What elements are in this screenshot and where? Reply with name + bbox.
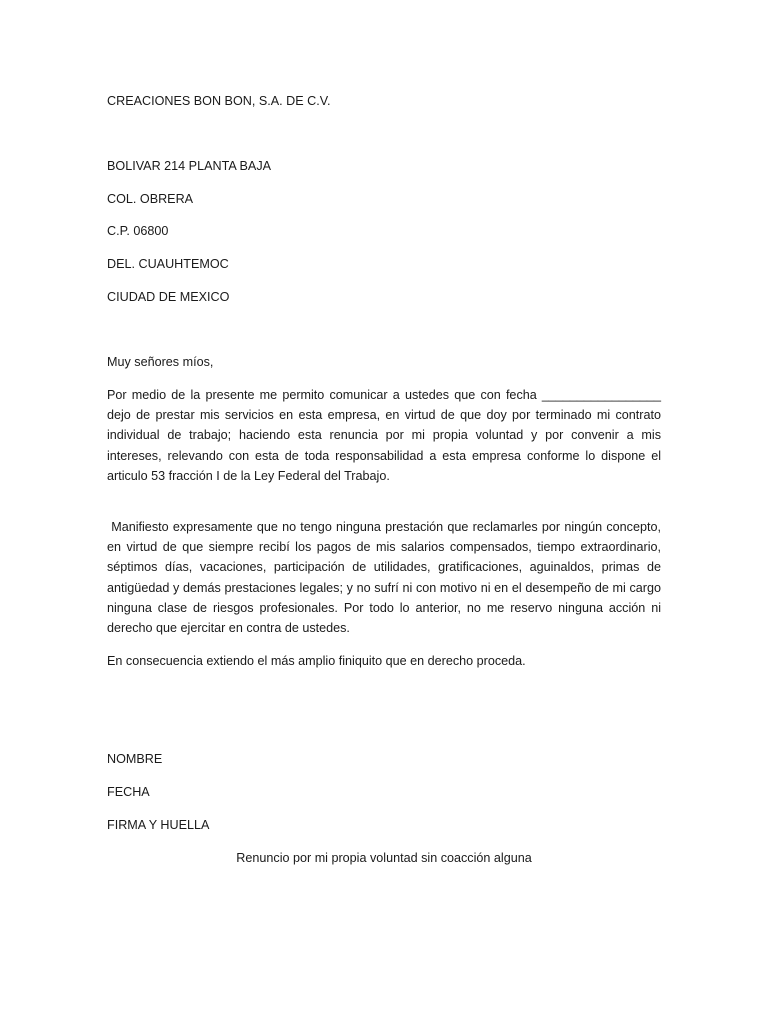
field-name-label: NOMBRE	[107, 752, 163, 766]
field-signature-label: FIRMA Y HUELLA	[107, 818, 210, 832]
paragraph-line: intereses, relevando con esta de toda responsabilidad a esta empresa conforme lo dispone el	[107, 448, 661, 463]
address-city: CIUDAD DE MEXICO	[107, 290, 230, 304]
paragraph-line: articulo 53 fracción I de la Ley Federal del Trabajo.	[107, 468, 390, 483]
paragraph-settlement: En consecuencia extiendo el más amplio finiquito que en derecho proceda.	[107, 654, 526, 668]
field-date-label: FECHA	[107, 785, 150, 799]
address-delegacion: DEL. CUAUHTEMOC	[107, 257, 229, 271]
company-name: CREACIONES BON BON, S.A. DE C.V.	[107, 94, 331, 108]
paragraph-line: Por medio de la presente me permito comunicar a ustedes que con fecha _________________	[107, 388, 661, 402]
paragraph-line: séptimos días, vacaciones, participación de utilidades, gratificaciones, aguinaldos, primas de	[107, 560, 661, 575]
address-colonia: COL. OBRERA	[107, 192, 194, 206]
paragraph-line: dejo de prestar mis servicios en esta empresa, en virtud de que doy por terminado mi contrato	[107, 408, 661, 423]
paragraph-declaration	[107, 517, 661, 638]
paragraph-line: derecho que ejercitar en contra de ustedes.	[107, 621, 350, 636]
paragraph-line: Manifiesto expresamente que no tengo ninguna prestación que reclamarles por ningún concepto,	[107, 520, 661, 534]
salutation: Muy señores míos,	[107, 355, 214, 369]
paragraph-line: antigüedad y demás prestaciones legales; y no sufrí ni con motivo ni en el desempeño de mi cargo	[107, 580, 661, 595]
paragraph-resignation	[107, 385, 661, 486]
address-postal-code: C.P. 06800	[107, 224, 169, 238]
closing-note: Renuncio por mi propia voluntad sin coacción alguna	[236, 851, 532, 865]
paragraph-line: en virtud de que siempre recibí los pagos de mis salarios compensados, tiempo extraordinario,	[107, 540, 661, 555]
address-street: BOLIVAR 214 PLANTA BAJA	[107, 159, 272, 173]
paragraph-line: ninguna clase de riesgos profesionales. Por todo lo anterior, no me reservo ninguna acción ni	[107, 600, 661, 615]
paragraph-line: individual de trabajo; haciendo esta renuncia por mi propia voluntad y por convenir a mis	[107, 428, 661, 443]
